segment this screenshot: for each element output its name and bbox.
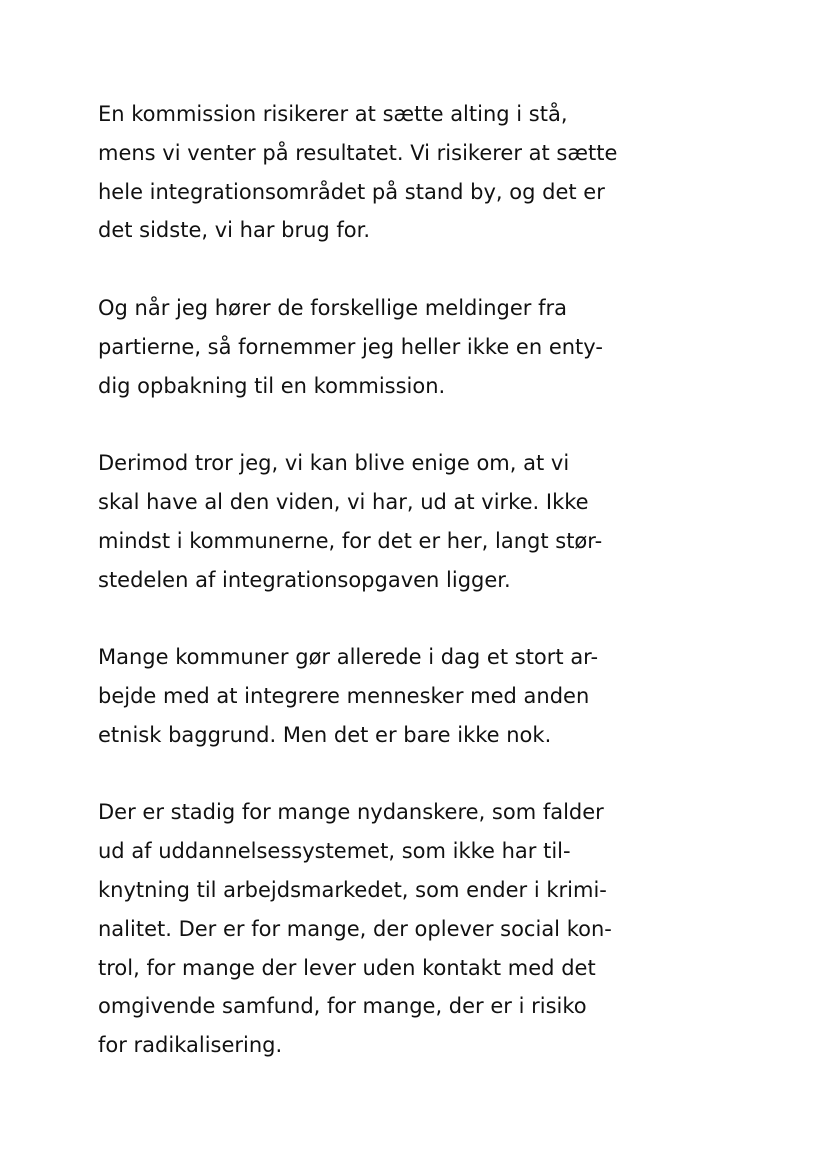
text-line: stedelen af integrationsopgaven ligger. [98,567,511,592]
text-line: skal have al den viden, vi har, ud at virke. Ikke [98,489,589,514]
text-line: nalitet. Der er for mange, der oplever social kon- [98,916,612,941]
text-line: hele integrationsområdet på stand by, og det er [98,179,605,204]
text-line: omgivende samfund, for mange, der er i risiko [98,994,587,1019]
text-line: mindst i kommunerne, for det er her, langt stør- [98,528,603,553]
text-line: Mange kommuner gør allerede i dag et stort ar- [98,645,599,670]
text-line: Derimod tror jeg, vi kan blive enige om, at vi [98,451,570,476]
paragraph-1 [98,95,718,250]
text-line: trol, for mange der lever uden kontakt med det [98,955,596,980]
paragraph-4 [98,638,718,754]
text-line: det sidste, vi har brug for. [98,218,371,243]
text-line: Og når jeg hører de forskellige meldinger fra [98,295,567,320]
text-line: ud af uddannelsessystemet, som ikke har til- [98,839,571,864]
paragraph-3 [98,444,718,599]
text-line: partierne, så fornemmer jeg heller ikke en enty- [98,334,603,359]
text-line: bejde med at integrere mennesker med anden [98,683,590,708]
text-line: knytning til arbejdsmarkedet, som ender i krimi- [98,877,607,902]
text-line: mens vi venter på resultatet. Vi risikerer at sætte [98,140,618,165]
text-line: etnisk baggrund. Men det er bare ikke nok. [98,722,552,747]
text-line: for radikalisering. [98,1033,283,1058]
paragraph-5 [98,793,718,1065]
text-line: Der er stadig for mange nydanskere, som falder [98,800,604,825]
text-line: dig opbakning til en kommission. [98,373,446,398]
paragraph-2 [98,289,718,405]
speech-text [98,95,718,1104]
text-line: En kommission risikerer at sætte alting i stå, [98,102,568,126]
